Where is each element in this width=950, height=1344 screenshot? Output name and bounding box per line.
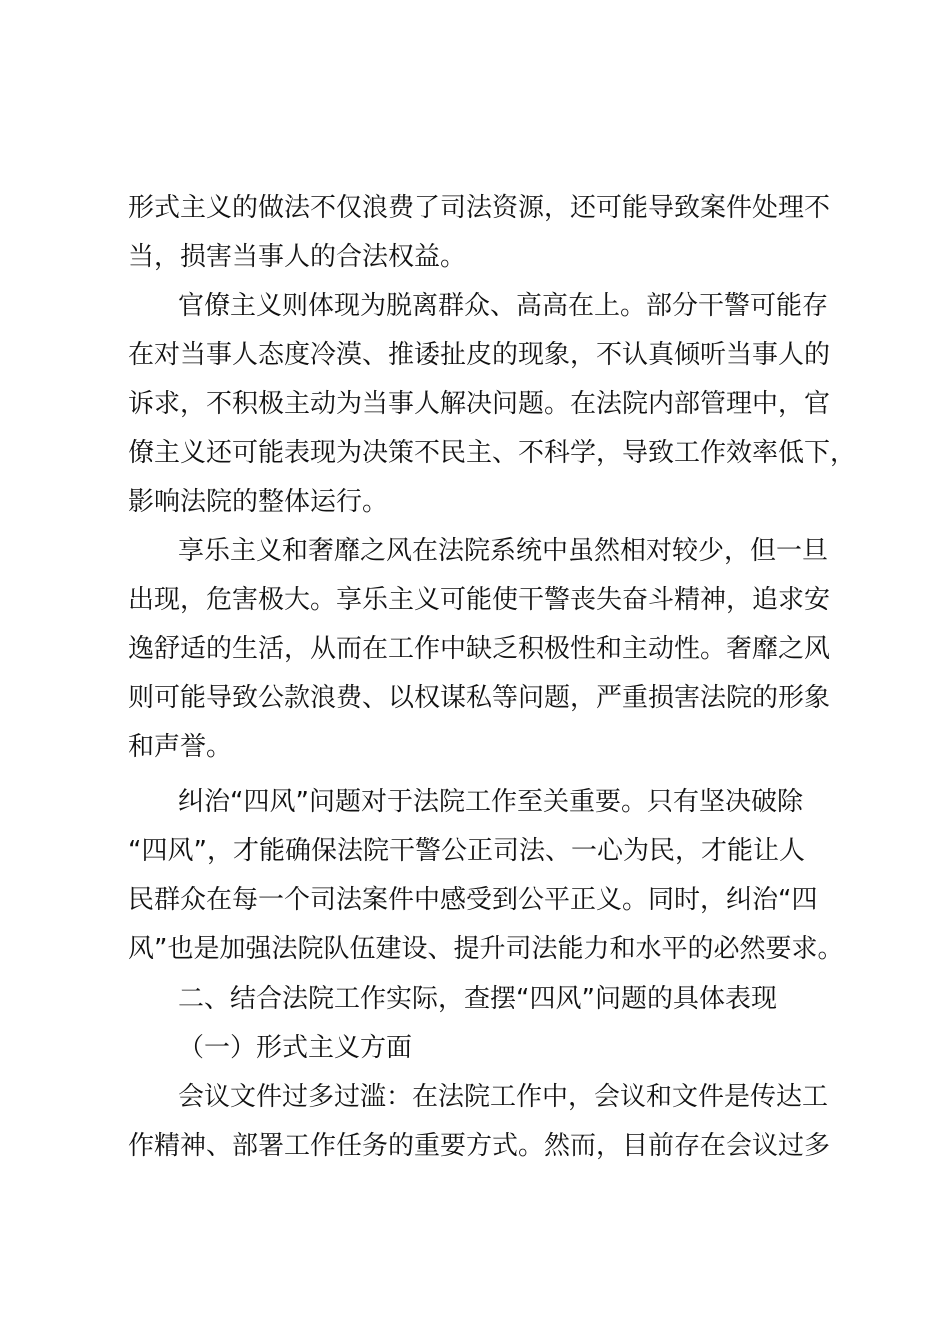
- text-line: 和声誉。: [128, 732, 233, 762]
- text-line: 享乐主义和奢靡之风在法院系统中虽然相对较少，但一旦: [178, 536, 829, 566]
- text-line: 则可能导致公款浪费、以权谋私等问题，严重损害法院的形象: [128, 683, 831, 713]
- text-line: 当，损害当事人的合法权益。: [128, 242, 467, 272]
- text-line: 会议文件过多过滥：在法院工作中，会议和文件是传达工: [178, 1082, 829, 1112]
- text-line: 纠治“四风”问题对于法院工作至关重要。只有坚决破除: [178, 787, 803, 817]
- text-line: 诉求，不积极主动为当事人解决问题。在法院内部管理中，官: [128, 389, 831, 419]
- text-line: 形式主义的做法不仅浪费了司法资源，还可能导致案件处理不: [128, 193, 831, 223]
- text-line: 民群众在每一个司法案件中感受到公平正义。同时，纠治“四: [128, 885, 818, 915]
- text-line: 官僚主义则体现为脱离群众、高高在上。部分干警可能存: [178, 291, 829, 321]
- text-line: “四风”，才能确保法院干警公正司法、一心为民，才能让人: [128, 836, 805, 866]
- subsection-heading: （一）形式主义方面: [178, 1033, 413, 1063]
- text-line: 出现，危害极大。享乐主义可能使干警丧失奋斗精神，追求安: [128, 585, 831, 615]
- text-line: 逸舒适的生活，从而在工作中缺乏积极性和主动性。奢靡之风: [128, 634, 831, 664]
- text-line: 作精神、部署工作任务的重要方式。然而，目前存在会议过多: [128, 1131, 831, 1161]
- text-line: 影响法院的整体运行。: [128, 487, 389, 517]
- section-heading: 二、结合法院工作实际，查摆“四风”问题的具体表现: [178, 984, 777, 1014]
- text-line: 风”也是加强法院队伍建设、提升司法能力和水平的必然要求。: [128, 934, 844, 964]
- text-line: 僚主义还可能表现为决策不民主、不科学，导致工作效率低下，: [128, 438, 857, 468]
- text-line: 在对当事人态度冷漠、推诿扯皮的现象，不认真倾听当事人的: [128, 340, 831, 370]
